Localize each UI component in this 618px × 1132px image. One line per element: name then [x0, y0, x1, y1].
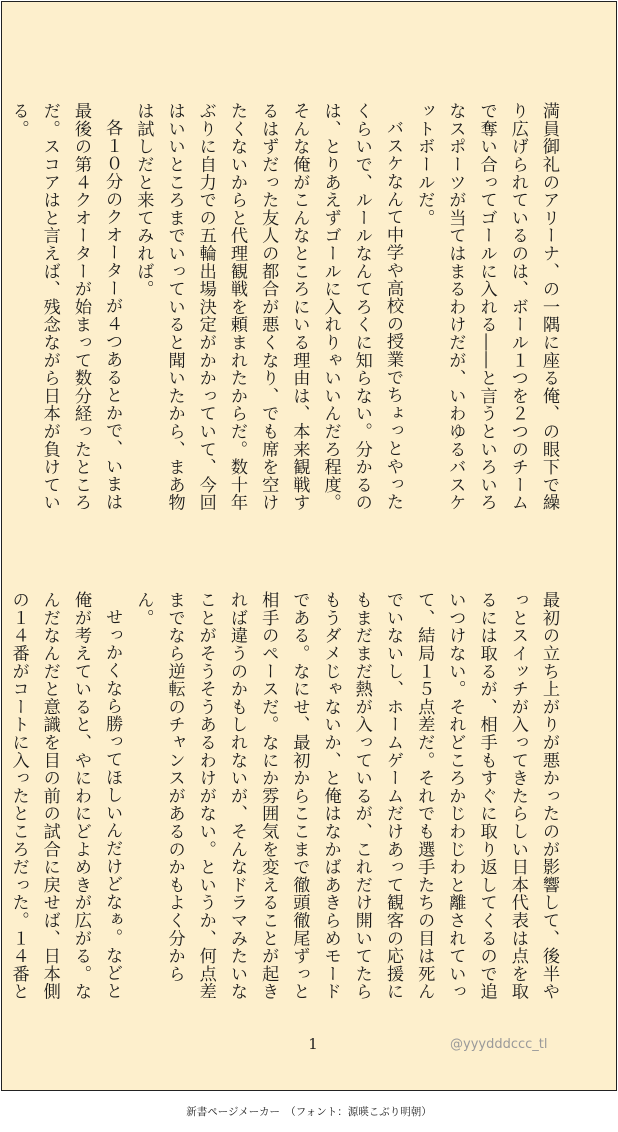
text-block-top [2, 102, 564, 523]
paragraph: 最初の立ち上がりが悪かったのが影響して、後半やっとスイッチが入ってきたらしい日本代表は点を取るには取るが、相手もすぐに取り返してくるので追いつけない。それどころかじわじわと離されていって、結局１５点差だ。それでも選手たちの目は死んでいないし、ホームゲームだけあって観客の応援にもまだまだ熱が入っているが、これだけ開いてたらもうダメじゃないか、と俺はなかばあきらめモードである。なにせ、最初からここまで徹頭徹尾ずっと相手のペースだ。なにか雰囲気を変えることが起きれば違うのかもしれないが、そんなドラマみたいなことがそうそうあるわけがない。というか、何点差までなら逆転のチャンスがあるのかもよく分からん。 [133, 591, 559, 1001]
paragraph: 満員御礼のアリーナ、の一隅に座る俺、の眼下で繰り広げられているのは、ボール１つを２つのチームで奪い合ってゴールに入れる――と言うといろいろなスポーツが当てはまるわけだが、いわゆるバスケットボールだ。 [414, 102, 559, 512]
paragraph: バスケなんて中学や高校の授業でちょっとやったくらいで、ルールなんてろくに知らない。分かるのは、とりあえずゴールに入れりゃいいんだろ程度。そんな俺がこんなところにいる理由は、本来観戦するはずだった友人の都合が悪くなり、でも席を空けたくないからと代理観戦を頼まれたからだ。数十年ぶりに自力での五輪出場決定がかかっていて、今回はいいところまでいっていると聞いたから、まあ物は試しだと来てみれば。 [133, 102, 403, 512]
text-block-bottom [0, 591, 564, 1012]
author-handle: @yyydddccc_tl [450, 1037, 548, 1052]
manuscript-page [1, 1, 617, 1091]
footer-credit: 新書ページメーカー （フォント：源暎こぶり明朝） [186, 1106, 432, 1118]
paragraph: 各１０分のクオーターが４つあるとかで、いまは最後の第４クオーターが始まって数分経ったところだ。スコアはと言えば、残念ながら日本が負けている。 [8, 102, 123, 512]
page-number: 1 [308, 1035, 318, 1053]
paragraph: せっかくなら勝ってほしいんだけどなぁ。などと俺が考えていると、やにわにどよめきが広がる。なんだなんだと意識を目の前の試合に戻せば、日本側の１４番がコートに入ったところだった。１４番と [8, 591, 123, 1001]
